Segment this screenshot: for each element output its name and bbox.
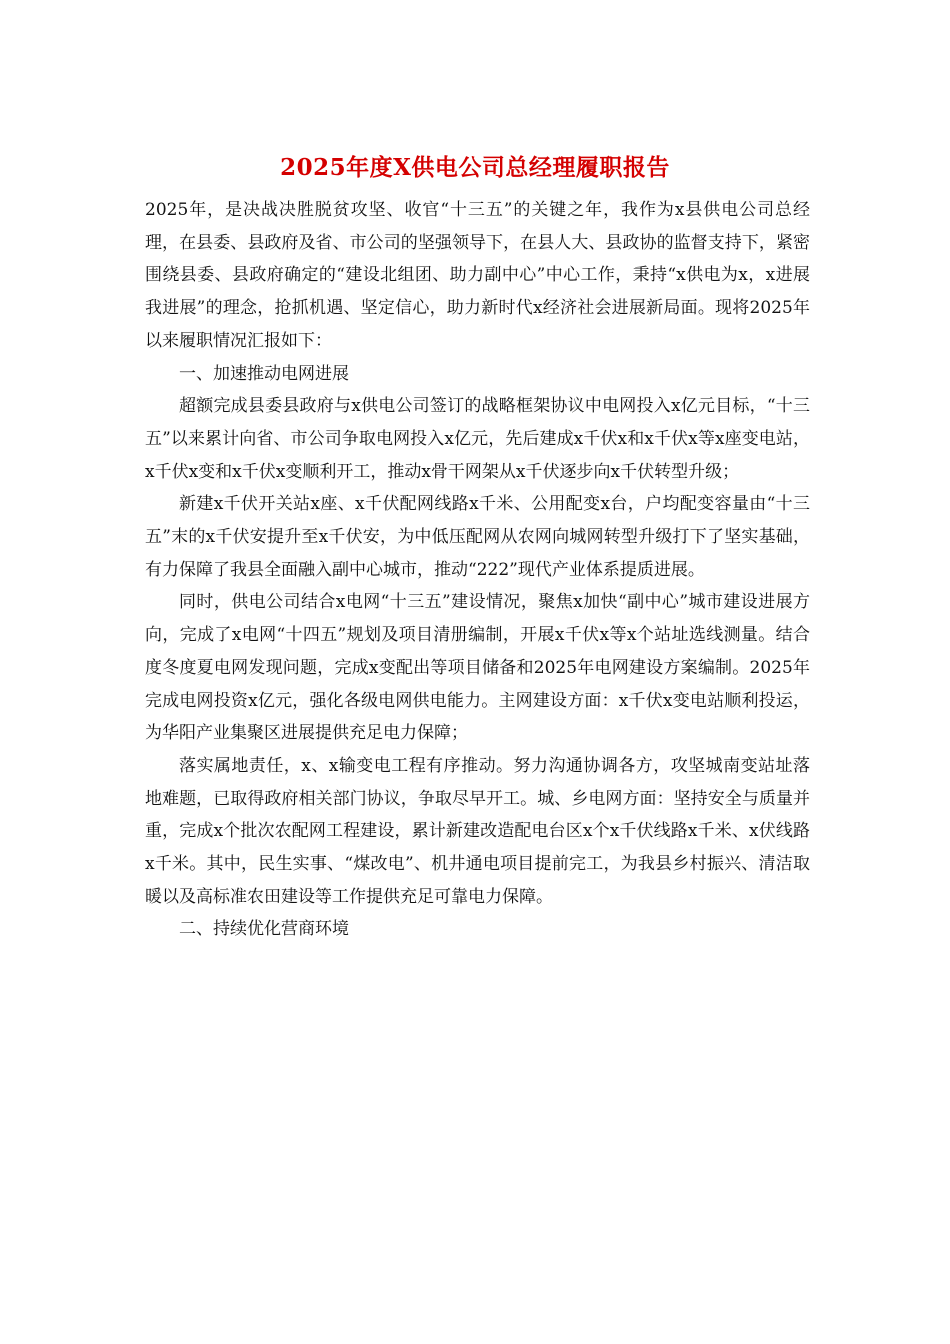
document-body xyxy=(145,194,810,946)
paragraph: 同时，供电公司结合x电网“十三五”建设情况，聚焦x加快“副中心”城市建设进展方向，完成了x电网“十四五”规划及项目清册编制，开展x千伏x等x个站址选线测量。结合度冬度夏电网发现问题，完成x变配出等项目储备和2025年电网建设方案编制。2025年完成电网投资x亿元，强化各级电网供电能力。主网建设方面：x千伏x变电站顺利投运，为华阳产业集聚区进展提供充足电力保障； xyxy=(145,592,810,744)
document-title: 2025年度X供电公司总经理履职报告 xyxy=(280,154,670,181)
section-heading-2: 二、持续优化营商环境 xyxy=(179,919,349,940)
paragraph-intro: 2025年，是决战决胜脱贫攻坚、收官“十三五”的关键之年，我作为x县供电公司总经理，在县委、县政府及省、市公司的坚强领导下，在县人大、县政协的监督支持下，紧密围绕县委、县政府确定的“建设北组团、助力副中心”中心工作，秉持“x供电为x，x进展我进展”的理念，抢抓机遇、坚定信心，助力新时代x经济社会进展新局面。现将2025年以来履职情况汇报如下： xyxy=(145,200,810,351)
paragraph: 落实属地责任，x、x输变电工程有序推动。努力沟通协调各方，攻坚城南变站址落地难题，已取得政府相关部门协议，争取尽早开工。城、乡电网方面：坚持安全与质量并重，完成x个批次农配网工程建设，累计新建改造配电台区x个x千伏线路x千米、x伏线路x千米。其中，民生实事、“煤改电”、机井通电项目提前完工，为我县乡村振兴、清洁取暖以及高标准农田建设等工作提供充足可靠电力保障。 xyxy=(145,755,810,907)
paragraph: 超额完成县委县政府与x供电公司签订的战略框架协议中电网投入x亿元目标，“十三五”以来累计向省、市公司争取电网投入x亿元，先后建成x千伏x和x千伏x等x座变电站，x千伏x变和x千伏x变顺利开工，推动x骨干网架从x千伏逐步向x千伏转型升级； xyxy=(145,396,810,482)
paragraph: 新建x千伏开关站x座、x千伏配网线路x千米、公用配变x台，户均配变容量由“十三五”末的x千伏安提升至x千伏安，为中低压配网从农网向城网转型升级打下了坚实基础，有力保障了我县全面融入副中心城市，推动“222”现代产业体系提质进展。 xyxy=(145,494,810,580)
section-heading-1: 一、加速推动电网进展 xyxy=(179,363,349,384)
